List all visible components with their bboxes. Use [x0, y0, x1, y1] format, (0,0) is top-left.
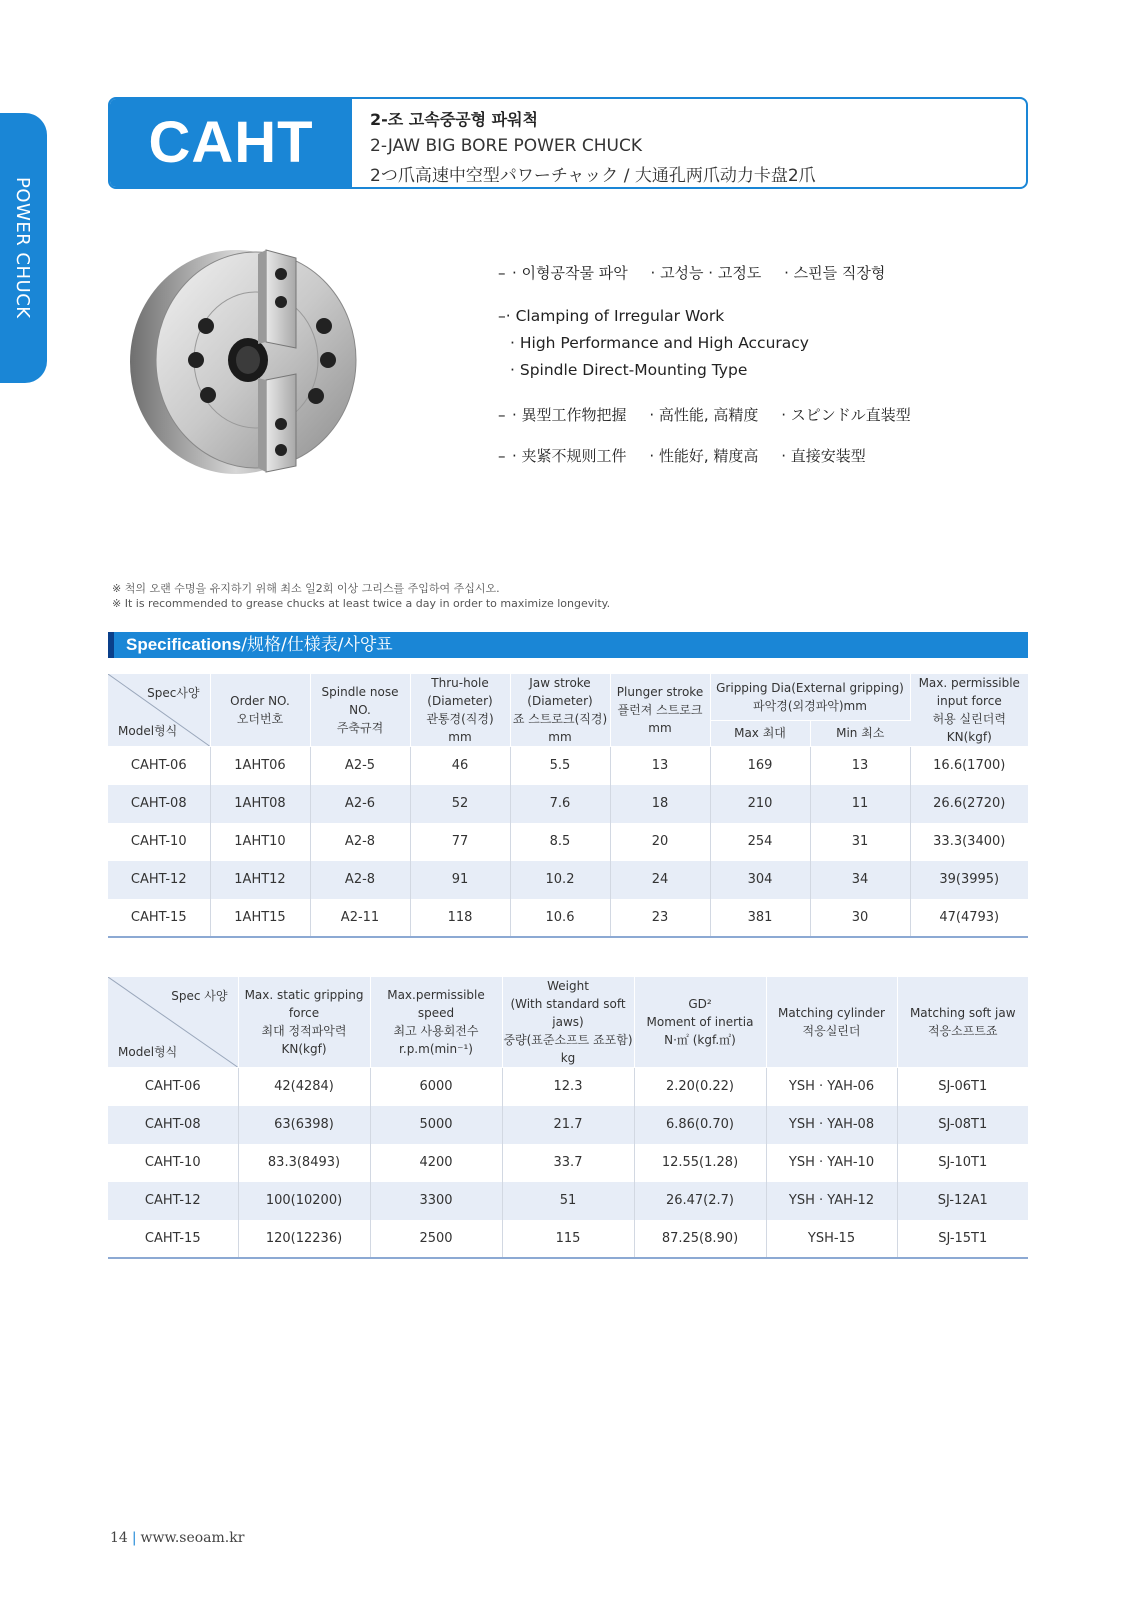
table-cell: A2-6 [310, 785, 410, 823]
table-cell: 77 [410, 823, 510, 861]
th-max-input-force [910, 674, 1028, 747]
feature-en-1: Clamping of Irregular Work [515, 307, 725, 325]
table-cell: 8.5 [510, 823, 610, 861]
header-label: Spec 사양 [171, 989, 228, 1003]
table-cell: 169 [710, 747, 810, 785]
table-cell: 26.47(2.7) [634, 1182, 766, 1220]
table-cell: 24 [610, 861, 710, 899]
table-cell: 1AHT10 [210, 823, 310, 861]
product-chuck-image [118, 240, 368, 480]
header-label: Spec사양 [147, 686, 200, 700]
header-label: Jaw stroke (Diameter) 죠 스트로크(직경) mm [512, 676, 608, 744]
table-cell: 21.7 [502, 1106, 634, 1144]
table-row [108, 1144, 1028, 1182]
table-cell: A2-8 [310, 861, 410, 899]
feature-kr-1: 이형공작물 파악 [521, 264, 628, 282]
feature-jp-3: スピンドル直装型 [790, 406, 911, 424]
title-block [370, 107, 816, 186]
header-label: Model형식 [118, 724, 178, 738]
table-cell: 3300 [370, 1182, 502, 1220]
header-label: Thru-hole (Diameter) 관통경(직경) mm [426, 676, 494, 744]
table-b-corner [108, 977, 238, 1068]
table-cell: 7.6 [510, 785, 610, 823]
table-cell: SJ-12A1 [897, 1182, 1028, 1220]
table-cell: SJ-10T1 [938, 1155, 988, 1170]
feature-kr-3: 스핀들 직장형 [793, 264, 886, 282]
table-cell: YSH-15 [766, 1220, 897, 1258]
header-label: GD² Moment of inertia N·㎡ (kgf.㎡) [646, 997, 754, 1047]
note-korean: ※ 척의 오랜 수명을 유지하기 위해 최소 일2회 이상 그리스를 주입하여 주십시오. [112, 582, 500, 595]
title-korean: 2-조 고속중공형 파워척 [370, 110, 539, 129]
table-cell: 6.86(0.70) [634, 1106, 766, 1144]
table-cell: A2-8 [310, 823, 410, 861]
header-label: Max. permissible input force 허용 실린더력 KN(kgf) [918, 676, 1020, 744]
table-cell: 2500 [370, 1220, 502, 1258]
table-cell: CAHT-10 [108, 1144, 238, 1182]
table-cell: 26.6(2720) [910, 785, 1028, 823]
spec-table-b [108, 977, 1028, 1259]
table-cell: 33.3(3400) [933, 834, 1006, 849]
header-label: Max. static gripping force 최대 정적파악력 KN(kgf) [244, 988, 364, 1056]
spec-bar-title: Specifications [126, 635, 242, 654]
th-matching-cylinder [766, 977, 897, 1068]
table-cell: 42(4284) [238, 1068, 370, 1106]
th-jaw-stroke [510, 674, 610, 747]
feature-jp-2: 高性能, 高精度 [658, 406, 759, 424]
table-cell: 1AHT08 [210, 785, 310, 823]
table-cell: 52 [410, 785, 510, 823]
table-cell: 18 [610, 785, 710, 823]
side-tab [0, 113, 47, 383]
table-row [108, 1220, 1028, 1258]
table-cell: 118 [410, 899, 510, 937]
table-cell: 12.3 [502, 1068, 634, 1106]
feature-jp-1: 異型工作物把握 [521, 406, 627, 424]
feature-en-3: Spindle Direct-Mounting Type [519, 361, 748, 379]
th-grip-min: Min 최소 [810, 720, 910, 746]
side-tab-label: POWER CHUCK [12, 177, 33, 319]
header-label: Matching soft jaw 적응소프트죠 [909, 1006, 1016, 1038]
table-cell: 11 [810, 785, 910, 823]
table-cell: 16.6(1700) [933, 758, 1006, 774]
table-cell: A2-5 [310, 747, 410, 785]
th-grip-max: Max 최대 [710, 720, 810, 746]
table-cell: 5000 [370, 1106, 502, 1144]
feature-cn-1: 夹紧不规则工件 [521, 447, 627, 465]
table-cell: 1AHT06 [210, 747, 310, 785]
table-cell: YSH · YAH-06 [766, 1068, 897, 1106]
table-row [108, 899, 1028, 937]
header-label: Matching cylinder 적응실린더 [778, 1006, 885, 1038]
feature-list [498, 262, 1058, 486]
th-max-speed [370, 977, 502, 1068]
table-cell: CAHT-10 [108, 823, 210, 861]
table-cell: CAHT-06 [108, 747, 210, 785]
table-cell: 91 [410, 861, 510, 899]
th-gripping-dia [710, 674, 910, 720]
table-cell: 20 [610, 823, 710, 861]
table-row [108, 861, 1028, 899]
table-cell: YSH · YAH-12 [766, 1182, 897, 1220]
th-matching-soft-jaw [897, 977, 1028, 1068]
table-cell: 87.25(8.90) [634, 1220, 766, 1258]
header-label: Weight (With standard soft jaws) 중량(표준소프트 죠포함) kg [503, 979, 633, 1065]
header-label: Order NO. 오더번호 [230, 694, 290, 726]
table-cell: 13 [610, 747, 710, 785]
page-number: 14 [110, 1530, 128, 1546]
table-cell: 2.20(0.22) [634, 1068, 766, 1106]
table-cell: CAHT-15 [108, 1220, 238, 1258]
table-cell: CAHT-06 [108, 1068, 238, 1106]
table-cell: 13 [810, 747, 910, 785]
table-cell: CAHT-08 [108, 785, 210, 823]
title-english: 2-JAW BIG BORE POWER CHUCK [370, 136, 642, 156]
header-label: Max.permissible speed 최고 사용회전수 r.p.m(min⁻¹) [387, 988, 485, 1056]
th-order-no [210, 674, 310, 747]
table-cell: 381 [710, 899, 810, 937]
table-cell: CAHT-15 [108, 899, 210, 937]
table-row [108, 785, 1028, 823]
th-moment-of-inertia [634, 977, 766, 1068]
th-gripping-force [238, 977, 370, 1068]
th-spindle-nose [310, 674, 410, 747]
page-footer: 14 | www.seoam.kr [110, 1530, 245, 1546]
features-chinese: – · 夹紧不规则工件 · 性能好, 精度高 · 直接安装型 [498, 447, 866, 465]
table-cell: YSH · YAH-10 [766, 1144, 897, 1182]
table-cell: 39(3995) [910, 861, 1028, 899]
table-cell: 115 [502, 1220, 634, 1258]
feature-en-2: High Performance and High Accuracy [519, 334, 809, 352]
table-row [108, 1182, 1028, 1220]
table-row [108, 1068, 1028, 1106]
th-plunger-stroke [610, 674, 710, 747]
table-cell: 1AHT12 [210, 861, 310, 899]
title-header [108, 97, 1028, 189]
footer-url[interactable]: www.seoam.kr [140, 1530, 245, 1546]
header-label: Plunger stroke 플런져 스트로크 mm [616, 685, 704, 735]
table-cell: 23 [610, 899, 710, 937]
table-cell: 254 [710, 823, 810, 861]
specifications-bar [108, 632, 1028, 658]
table-a-corner [108, 674, 210, 747]
table-cell: 63(6398) [238, 1106, 370, 1144]
table-cell: CAHT-12 [108, 1182, 238, 1220]
table-cell: CAHT-08 [108, 1106, 238, 1144]
grease-notes [112, 581, 610, 611]
table-cell: 5.5 [510, 747, 610, 785]
table-cell: 100(10200) [238, 1182, 370, 1220]
table-cell: YSH · YAH-08 [766, 1106, 897, 1144]
table-row [108, 823, 1028, 861]
table-cell: 10.6 [510, 899, 610, 937]
table-cell: 51 [502, 1182, 634, 1220]
table-row [108, 747, 1028, 785]
table-cell: 12.55(1.28) [634, 1144, 766, 1182]
features-japanese: – · 異型工作物把握 · 高性能, 高精度 · スピンドル直装型 [498, 406, 911, 424]
feature-kr-2: 고성능 · 고정도 [660, 264, 762, 282]
spec-table-a [108, 674, 1028, 938]
table-cell: A2-11 [310, 899, 410, 937]
table-cell: 1AHT15 [210, 899, 310, 937]
header-label: Model형식 [118, 1045, 178, 1059]
feature-cn-3: 直接安装型 [790, 447, 866, 465]
feature-cn-2: 性能好, 精度高 [658, 447, 759, 465]
table-cell: SJ-08T1 [897, 1106, 1028, 1144]
features-korean: – · 이형공작물 파악 · 고성능 · 고정도 · 스핀들 직장형 [498, 264, 886, 282]
title-japanese-chinese: 2つ爪高速中空型パワーチャック / 大通孔两爪动力卡盘2爪 [370, 166, 816, 186]
model-badge: CAHT [110, 99, 352, 187]
header-label: Gripping Dia(External gripping) 파악경(외경파악)mm [716, 680, 904, 713]
table-cell: 10.2 [510, 861, 610, 899]
th-weight [502, 977, 634, 1068]
th-thru-hole [410, 674, 510, 747]
table-cell: 31 [810, 823, 910, 861]
table-cell: CAHT-12 [108, 861, 210, 899]
table-cell: SJ-15T1 [897, 1220, 1028, 1258]
table-cell: 46 [410, 747, 510, 785]
table-cell: 4200 [370, 1144, 502, 1182]
features-english: –· Clamping of Irregular Work · High Performance and High Accuracy · Spindle Direct-Mounting Type [498, 307, 809, 379]
table-cell: 47(4793) [910, 899, 1028, 937]
note-english: ※ It is recommended to grease chucks at least twice a day in order to maximize longevity. [112, 597, 611, 610]
table-cell: 120(12236) [238, 1220, 370, 1258]
table-cell: 33.7 [502, 1144, 634, 1182]
table-cell: 34 [810, 861, 910, 899]
table-row [108, 1106, 1028, 1144]
table-cell: 6000 [370, 1068, 502, 1106]
table-cell: 83.3(8493) [238, 1144, 370, 1182]
header-label: Spindle nose NO. 주축규격 [321, 685, 399, 735]
table-cell: 304 [710, 861, 810, 899]
table-cell: 210 [710, 785, 810, 823]
spec-bar-subtitle: /规格/仕様表/사양표 [241, 635, 393, 655]
table-cell: SJ-06T1 [938, 1079, 988, 1095]
table-cell: 30 [810, 899, 910, 937]
